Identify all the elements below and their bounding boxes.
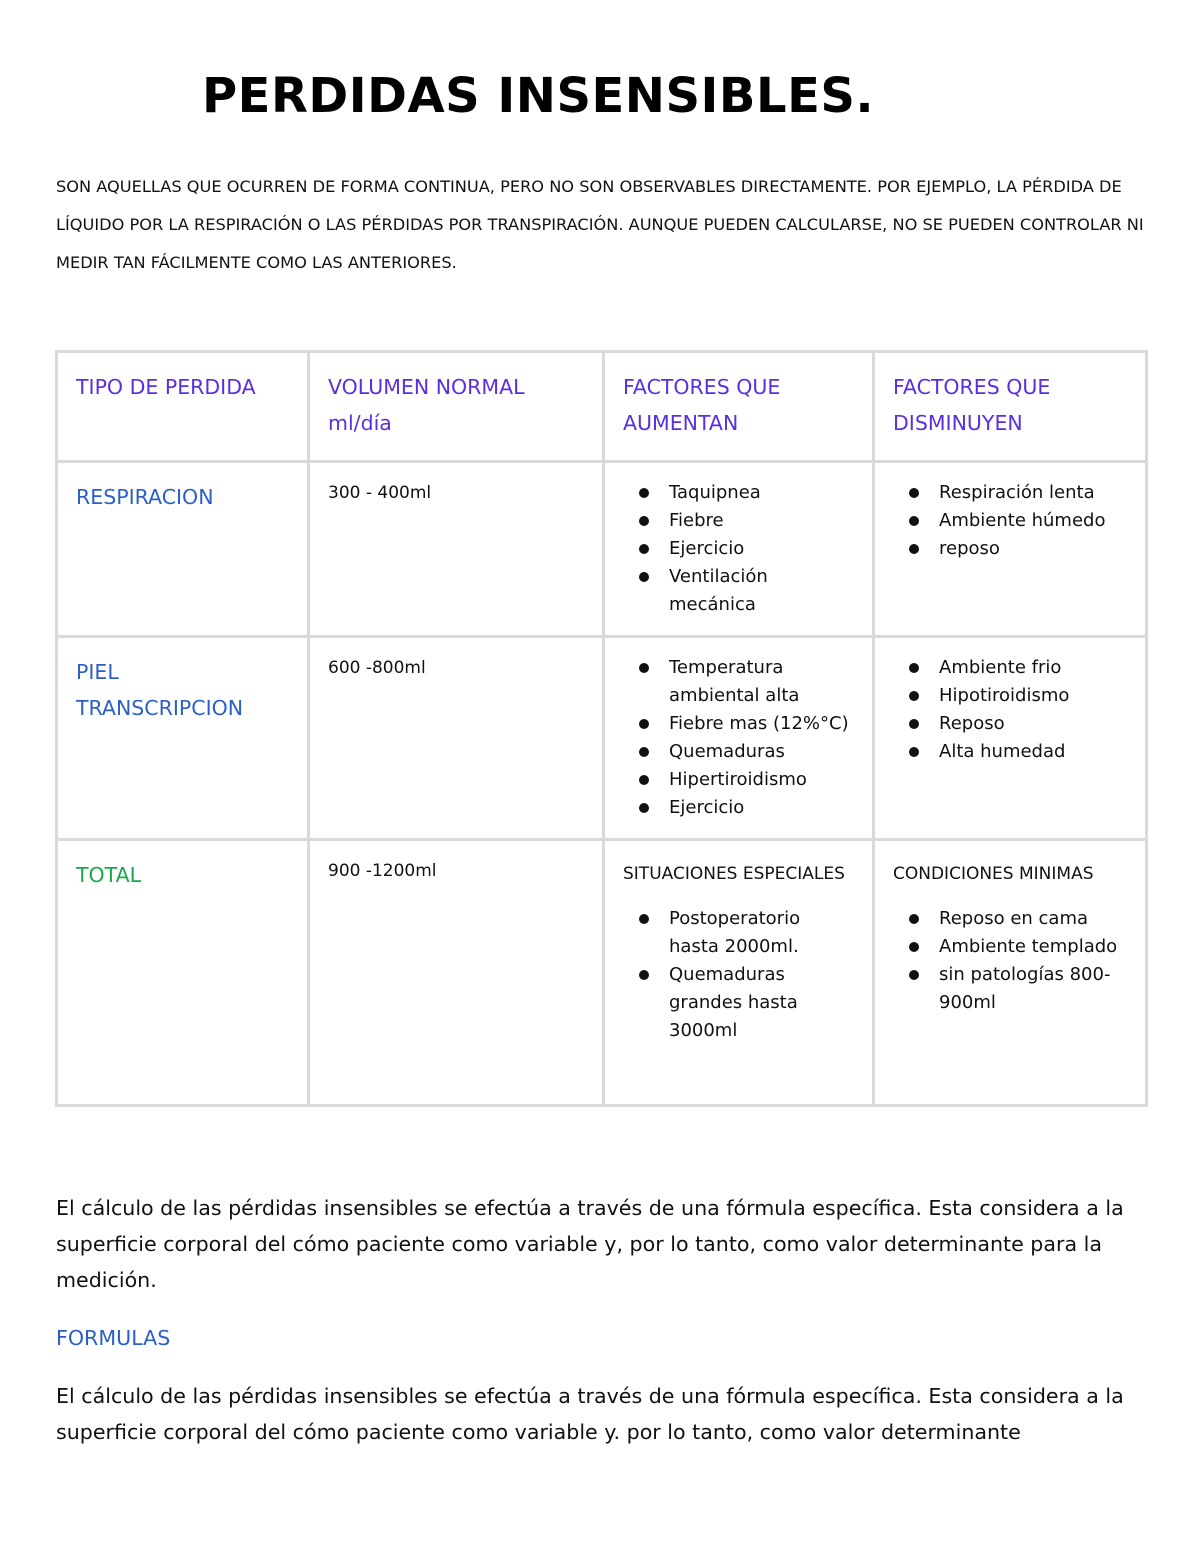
list-item: Postoperatorio hasta 2000ml. bbox=[669, 905, 854, 961]
respiracion-decrease-list bbox=[893, 479, 1127, 563]
table-row-total bbox=[57, 840, 1147, 1106]
total-volume: 900 -1200ml bbox=[328, 861, 437, 881]
list-item: Reposo bbox=[939, 710, 1127, 738]
list-item: Fiebre bbox=[669, 507, 854, 535]
calculation-paragraph-repeat: El cálculo de las pérdidas insensibles se efectúa a través de una fórmula específica. Esta considera a la superficie corporal del cómo paciente como variable y. por lo tanto, como valor determinante bbox=[56, 1384, 1124, 1444]
header-decrease-line1: FACTORES QUE bbox=[893, 375, 1051, 399]
list-item: Taquipnea bbox=[669, 479, 854, 507]
formulas-heading: FORMULAS bbox=[56, 1326, 171, 1350]
respiracion-increase-cell bbox=[604, 462, 874, 637]
page-title: PERDIDAS INSENSIBLES. bbox=[202, 68, 875, 124]
total-type-cell bbox=[57, 840, 309, 1106]
table-header-row bbox=[57, 352, 1147, 462]
header-type bbox=[57, 352, 309, 462]
table-row-respiracion bbox=[57, 462, 1147, 637]
total-increase-heading: SITUACIONES ESPECIALES bbox=[623, 864, 845, 884]
piel-increase-cell bbox=[604, 637, 874, 840]
list-item: Quemaduras grandes hasta 3000ml bbox=[669, 961, 854, 1045]
piel-label-line1: PIEL bbox=[76, 660, 119, 684]
total-increase-cell bbox=[604, 840, 874, 1106]
list-item: sin patologías 800-900ml bbox=[939, 961, 1127, 1017]
header-increase-line2: AUMENTAN bbox=[623, 411, 739, 435]
list-item: reposo bbox=[939, 535, 1127, 563]
list-item: Ambiente frio bbox=[939, 654, 1127, 682]
header-increase bbox=[604, 352, 874, 462]
header-volume-line1: VOLUMEN NORMAL bbox=[328, 375, 525, 399]
list-item: Ejercicio bbox=[669, 535, 854, 563]
respiracion-type-cell bbox=[57, 462, 309, 637]
header-increase-line1: FACTORES QUE bbox=[623, 375, 781, 399]
list-item: Fiebre mas (12%°C) bbox=[669, 710, 854, 738]
piel-volume-cell bbox=[309, 637, 604, 840]
piel-label-line2: TRANSCRIPCION bbox=[76, 696, 244, 720]
header-decrease bbox=[874, 352, 1147, 462]
total-volume-cell bbox=[309, 840, 604, 1106]
header-volume bbox=[309, 352, 604, 462]
losses-table bbox=[55, 350, 1148, 1107]
total-increase-list bbox=[623, 905, 854, 1045]
total-decrease-list bbox=[893, 905, 1127, 1017]
list-item: Quemaduras bbox=[669, 738, 854, 766]
total-decrease-cell bbox=[874, 840, 1147, 1106]
list-item: Hipotiroidismo bbox=[939, 682, 1127, 710]
list-item: Temperatura ambiental alta bbox=[669, 654, 854, 710]
header-volume-line2: ml/día bbox=[328, 411, 392, 435]
total-decrease-heading: CONDICIONES MINIMAS bbox=[893, 864, 1094, 884]
list-item: Ambiente templado bbox=[939, 933, 1127, 961]
respiracion-decrease-cell bbox=[874, 462, 1147, 637]
list-item: Alta humedad bbox=[939, 738, 1127, 766]
total-label: TOTAL bbox=[76, 863, 142, 887]
piel-volume: 600 -800ml bbox=[328, 658, 426, 678]
respiracion-increase-list bbox=[623, 479, 854, 619]
piel-decrease-cell bbox=[874, 637, 1147, 840]
list-item: Respiración lenta bbox=[939, 479, 1127, 507]
table-row-piel bbox=[57, 637, 1147, 840]
respiracion-volume-cell bbox=[309, 462, 604, 637]
intro-paragraph: SON AQUELLAS QUE OCURREN DE FORMA CONTINUA, PERO NO SON OBSERVABLES DIRECTAMENTE. POR EJEMPLO, LA PÉRDIDA DE LÍQUIDO POR LA RESPIRACIÓN O LAS PÉRDIDAS POR TRANSPIRACIÓN. AUNQUE PUEDEN CALCULARSE, NO SE PUEDEN CONTROLAR NI MEDIR TAN FÁCILMENTE COMO LAS ANTERIORES. bbox=[56, 177, 1144, 272]
list-item: Reposo en cama bbox=[939, 905, 1127, 933]
list-item: Hipertiroidismo bbox=[669, 766, 854, 794]
list-item: Ambiente húmedo bbox=[939, 507, 1127, 535]
list-item: Ejercicio bbox=[669, 794, 854, 822]
respiracion-volume: 300 - 400ml bbox=[328, 483, 432, 503]
piel-decrease-list bbox=[893, 654, 1127, 766]
header-type-label: TIPO DE PERDIDA bbox=[76, 375, 256, 399]
header-decrease-line2: DISMINUYEN bbox=[893, 411, 1023, 435]
calculation-paragraph: El cálculo de las pérdidas insensibles se efectúa a través de una fórmula específica. Esta considera a la superficie corporal del cómo paciente como variable y, por lo tanto, como valor determinante para la medición. bbox=[56, 1196, 1124, 1292]
piel-increase-list bbox=[623, 654, 854, 822]
respiracion-label: RESPIRACION bbox=[76, 485, 214, 509]
list-item: Ventilación mecánica bbox=[669, 563, 854, 619]
piel-type-cell bbox=[57, 637, 309, 840]
